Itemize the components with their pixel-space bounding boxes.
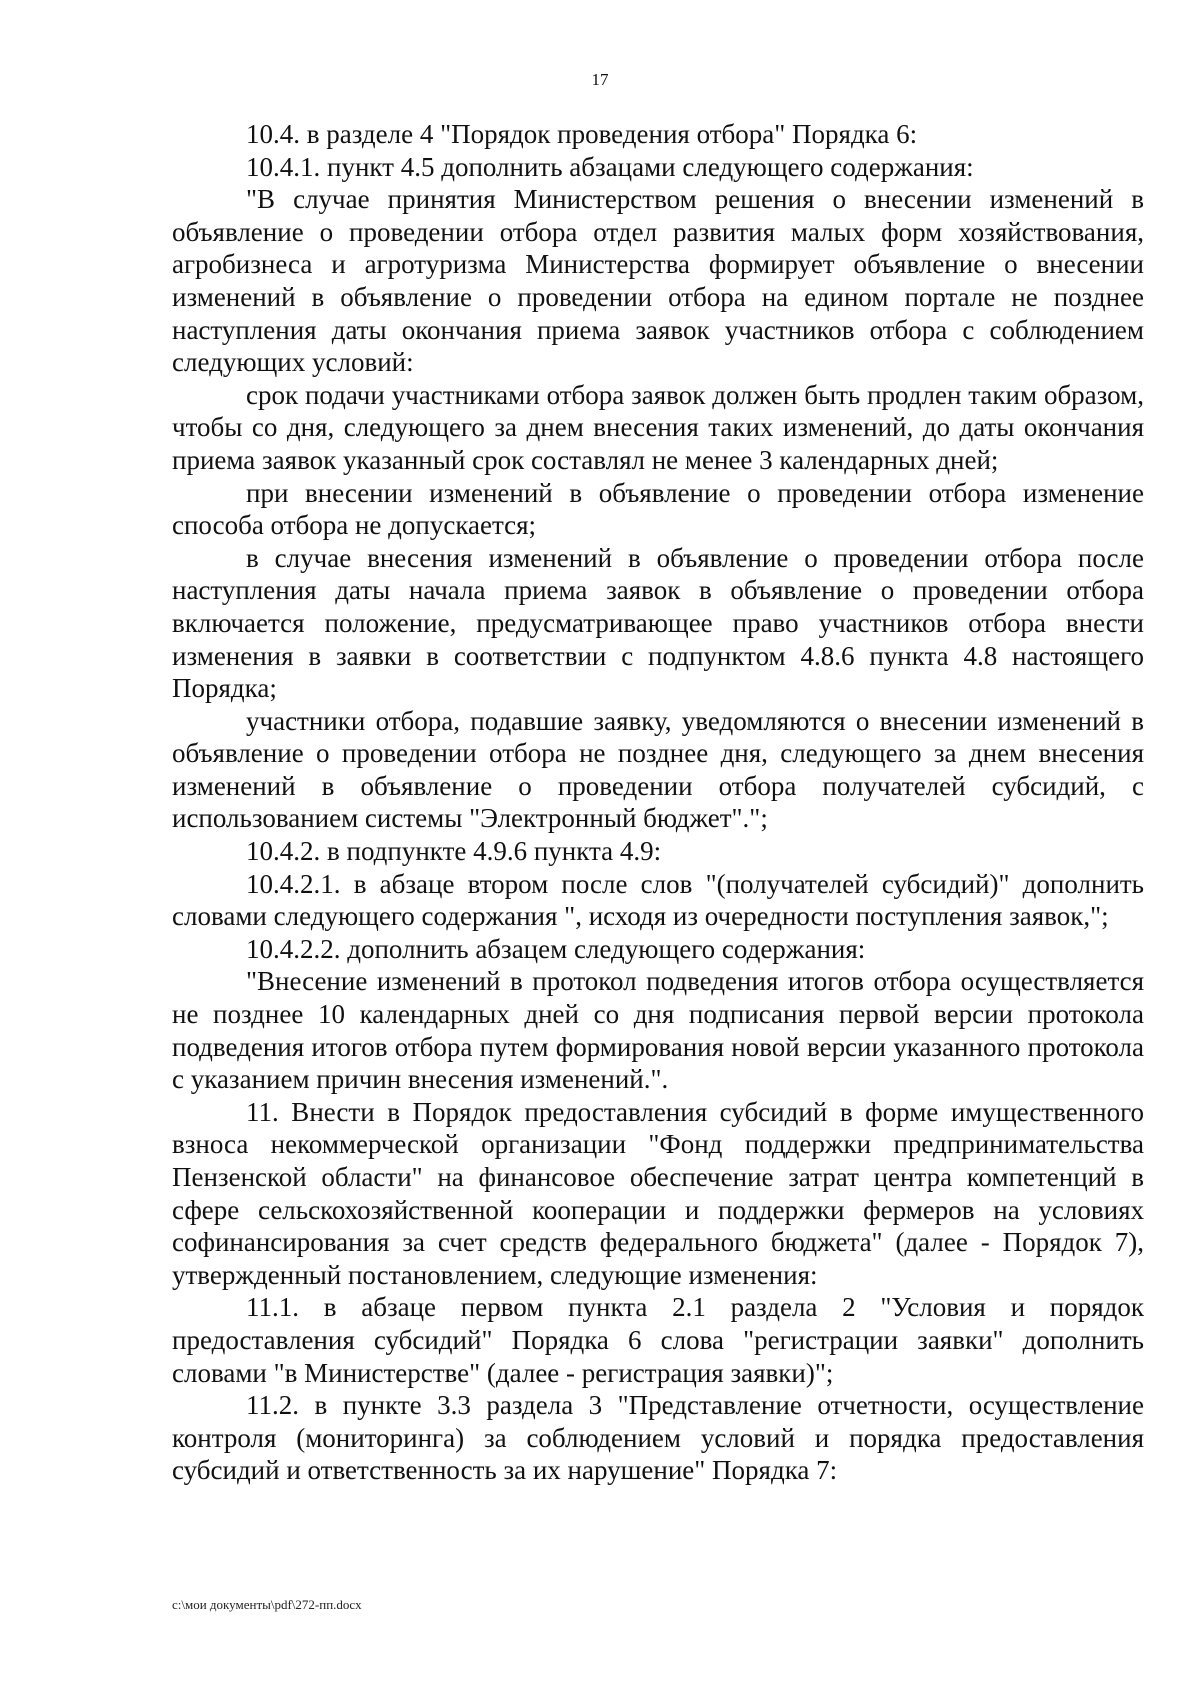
paragraph-deadline-extension: срок подачи участниками отбора заявок должен быть продлен таким образом, чтобы со дня, следующего за днем внесения таких изменений, до даты окончания приема заявок указанный срок составлял не менее 3 календарных дней; (172, 379, 1144, 475)
paragraph-10-4-2: 10.4.2. в подпункте 4.9.6 пункта 4.9: (246, 836, 662, 867)
paragraph-10-4: 10.4. в разделе 4 "Порядок проведения отбора" Порядка 6: (246, 119, 918, 149)
paragraph-10-4-2-2: 10.4.2.2. дополнить абзацем следующего содержания: (246, 933, 866, 964)
paragraph-application-changes: в случае внесения изменений в объявление о проведении отбора после наступления даты начала приема заявок в объявление о проведении отбора включается положение, предусматривающее право участников отбора внести изменения в заявки в соответствии с подпунктом 4.8.6 пункта 4.8 настоящего Порядка; (172, 542, 1144, 704)
paragraph-protocol-changes: "Внесение изменений в протокол подведения итогов отбора осуществляется не позднее 10 календарных дней со дня подписания первой версии протокола подведения итогов отбора путем формирования новой версии указанного протокола с указанием причин внесения изменений.". (172, 966, 1144, 1095)
paragraph-participant-notification: участники отбора, подавшие заявку, уведомляются о внесении изменений в объявление о проведении отбора не позднее дня, следующего за днем внесения изменений в объявление о проведении отбора получателей субсидий, с использованием системы "Электронный бюджет"."; (172, 705, 1144, 834)
footer-file-path: c:\мои документы\pdf\272-пп.docx (172, 1597, 362, 1612)
paragraph-announcement-changes: "В случае принятия Министерством решения о внесении изменений в объявление о проведении отбора отдел развития малых форм хозяйствования, агробизнеса и агротуризма Министерства формирует объявление о внесении изменений в объявление о проведении отбора на едином портале не позднее наступления даты окончания приема заявок участников отбора с соблюдением следующих условий: (172, 184, 1144, 378)
paragraph-11: 11. Внести в Порядок предоставления субсидий в форме имущественного взноса некоммерческой организации "Фонд поддержки предпринимательства Пензенской области" на финансовое обеспечение затрат центра компетенций в сфере сельскохозяйственной кооперации и поддержки фермеров на условиях софинансирования за счет средств федерального бюджета" (далее - Порядок 7), утвержденный постановлением, следующие изменения: (172, 1096, 1144, 1290)
paragraph-selection-method: при внесении изменений в объявление о проведении отбора изменение способа отбора не допускается; (172, 477, 1144, 541)
page-number: 17 (591, 70, 609, 89)
paragraph-11-2: 11.2. в пункте 3.3 раздела 3 "Представление отчетности, осуществление контроля (мониторинга) за соблюдением условий и порядка предоставления субсидий и ответственность за их нарушение" Порядка 7: (172, 1390, 1144, 1486)
paragraph-11-1: 11.1. в абзаце первом пункта 2.1 раздела 2 "Условия и порядок предоставления субсидий" Порядка 6 слова "регистрации заявки" дополнить словами "в Министерстве" (далее - регистрация заявки)"; (172, 1292, 1144, 1388)
paragraph-10-4-1: 10.4.1. пункт 4.5 дополнить абзацами следующего содержания: (246, 151, 974, 182)
paragraph-10-4-2-1: 10.4.2.1. в абзаце втором после слов "(получателей субсидий)" дополнить словами следующего содержания ", исходя из очередности поступления заявок,"; (172, 868, 1144, 932)
document-body (172, 118, 1144, 1487)
